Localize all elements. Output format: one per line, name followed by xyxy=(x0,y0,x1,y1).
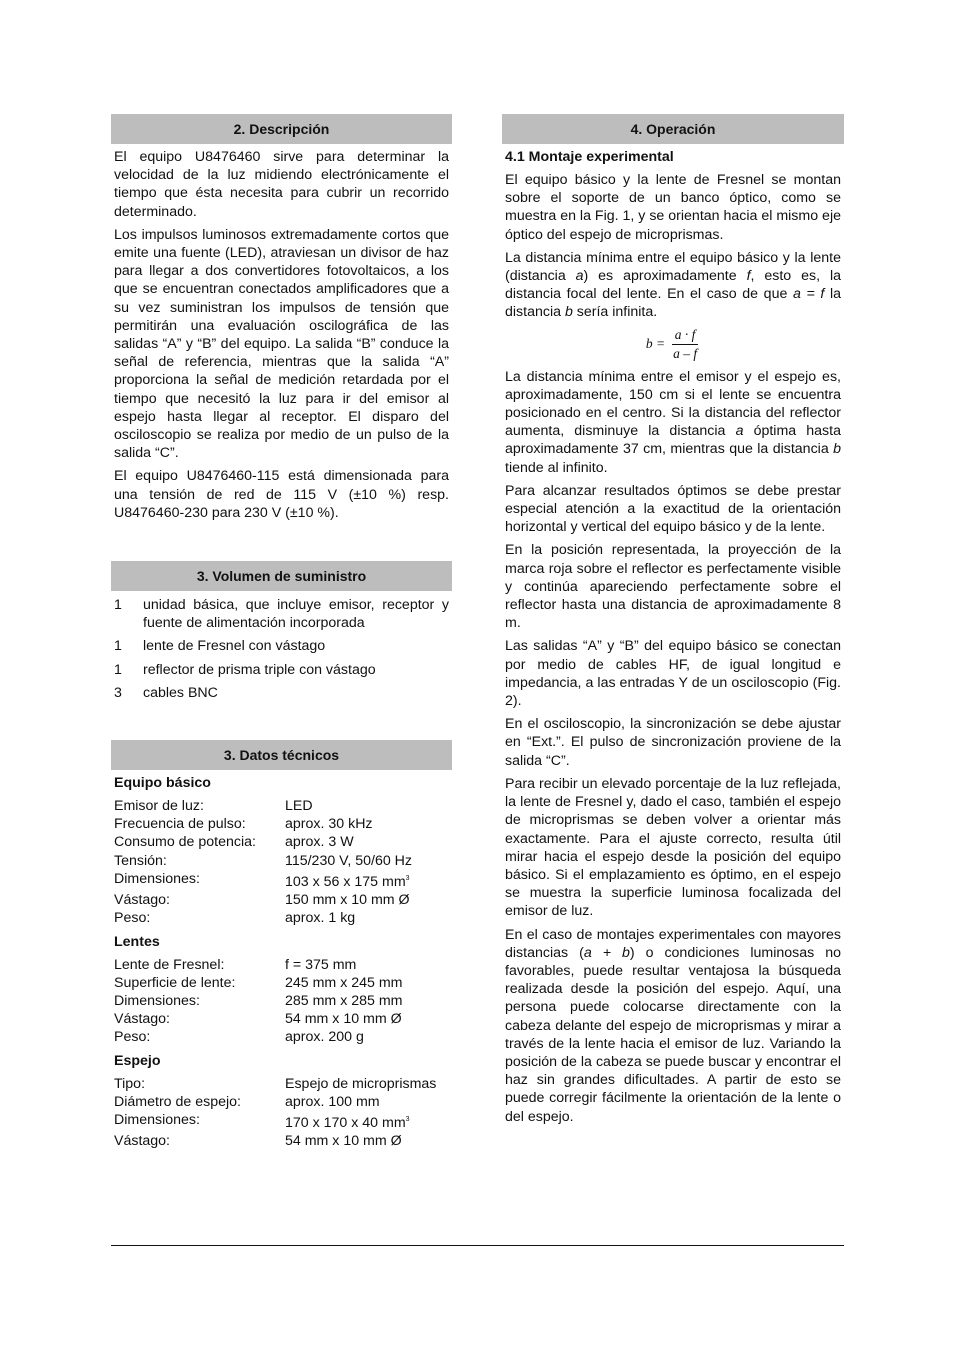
spec-row: Tipo: Espejo de microprismas xyxy=(114,1075,437,1092)
spec-row: Tensión: 115/230 V, 50/60 Hz xyxy=(114,852,412,869)
spec-row: Dimensiones: 103 x 56 x 175 $mm^3$ xyxy=(114,870,410,890)
paragraph: El equipo U8476460-115 está dimensionada para una tensión de red de 115 V (±10 %) resp. U8476460-230 para 230 V (±10 %). xyxy=(114,468,449,521)
section-heading-volumen: 3. Volumen de suministro xyxy=(111,561,452,591)
volumen-body xyxy=(111,596,452,702)
item-text: lente de Fresnel con vástago xyxy=(143,638,326,655)
list-item xyxy=(114,637,449,655)
item-qty: 1 xyxy=(114,597,122,614)
spec-group-title: Equipo básico xyxy=(114,775,211,792)
item-text: reflector de prisma triple con vástago xyxy=(143,661,376,678)
spec-row: Frecuencia de pulso: aprox. 30 kHz xyxy=(114,816,373,833)
formula-fraction xyxy=(670,327,700,362)
item-qty: 3 xyxy=(114,684,122,701)
item-qty: 1 xyxy=(114,661,122,678)
paragraph: La distancia mínima entre el emisor y el espejo es, aproximadamente, 150 cm si el lente se encuentra posicionado en el centro. Si la distancia del reflector aumenta, disminuye la distancia a óptima hasta aproximadamente 37 cm, mientras que la distancia b tiende al infinito. xyxy=(505,368,841,476)
formula-denominator: a – f xyxy=(673,345,698,361)
section-heading-descripcion: 2. Descripción xyxy=(111,114,452,144)
paragraph: Para recibir un elevado porcentaje de la luz reflejada, la lente de Fresnel y, dado el caso, también el espejo de microprismas se deben volver a orientar más exactamente. Para el ajuste correcto, resulta útil mirar hacia el espejo desde la posición del equipo básico. Si el emplazamiento es óptimo, en el espejo se muestra la superficie luminosa focalizada del emisor de luz. xyxy=(505,775,841,920)
formula-lhs: b = xyxy=(645,336,666,352)
paragraph: El equipo básico y la lente de Fresnel se montan sobre el soporte de un banco óptico, como se muestra en la Fig. 1, y se orientan hacia el mismo eje óptico del espejo de microprismas. xyxy=(505,172,841,243)
formula-numerator: a · f xyxy=(672,327,699,345)
list-item xyxy=(114,684,449,702)
spec-group-title: Lentes xyxy=(114,933,160,950)
list-item xyxy=(114,661,449,679)
paragraph: El equipo U8476460 sirve para determinar la velocidad de la luz midiendo electrónicamente el tiempo que ésta necesita para cubrir un recorrido determinado. xyxy=(114,149,449,220)
spec-row: Peso: aprox. 1 kg xyxy=(114,910,356,927)
list-item xyxy=(114,596,449,632)
subsection-heading: 4.1 Montaje experimental xyxy=(505,149,674,165)
spec-row: Superficie de lente: 245 mm x 245 mm xyxy=(114,974,403,991)
supply-list xyxy=(114,596,449,702)
datos-body xyxy=(111,774,452,1150)
spec-row: Diámetro de espejo: aprox. 100 mm xyxy=(114,1093,380,1110)
paragraph: Los impulsos luminosos extremadamente cortos que emite una fuente (LED), atraviesan un divisor de haz para llegar a dos convertidores fotovoltaicos, a los que se encuentran conectados amplificadores que a su vez suministran los impulsos de tensión que permitirán una evaluación oscilográfica de las salidas “A” y “B” del equipo. La salida “B” conduce la señal de referencia, mientras que la salida “A” proporciona la señal de medición retardada por el tiempo que necesitó la luz para ir del emisor al espejo hasta llegar al receptor. El disparo del osciloscopio se realiza por medio de un pulso de la salida “C”. xyxy=(114,226,449,462)
paragraph: En el osciloscopio, la sincronización se debe ajustar en “Ext.”. El pulso de sincronización proviene de la salida “C”. xyxy=(505,716,841,769)
item-text: cables BNC xyxy=(143,684,218,701)
spec-row: Dimensiones: 285 mm x 285 mm xyxy=(114,992,403,1009)
spec-row: Vástago: 150 mm x 10 mm Ø xyxy=(114,892,410,909)
spec-row: Dimensiones: 170 x 170 x 40 $mm^3$ xyxy=(114,1111,410,1131)
spec-group-title: Espejo xyxy=(114,1052,161,1069)
paragraph: En la posición representada, la proyección de la marca roja sobre el reflector es perfectamente visible y continúa apareciendo perfectamente sobre el reflector hasta una distancia de aproximadamente 8 m. xyxy=(505,542,841,632)
paragraph: La distancia mínima entre el equipo básico y la lente (distancia a) es aproximadamente f, esto es, la distancia focal del lente. En el caso de que a = f la distancia b sería infinita. xyxy=(505,249,841,321)
spec-row: Vástago: 54 mm x 10 mm Ø xyxy=(114,1011,402,1028)
left-column xyxy=(111,114,452,1150)
spec-row: Emisor de luz: LED xyxy=(114,798,313,815)
paragraph: Para alcanzar resultados óptimos se debe prestar especial atención a la exactitud de la orientación horizontal y vertical del equipo básico y de la lente. xyxy=(505,482,841,536)
spec-row: Consumo de potencia: aprox. 3 W xyxy=(114,834,354,851)
footer-rule xyxy=(111,1245,844,1246)
spec-row: Peso: aprox. 200 g xyxy=(114,1029,364,1046)
section-heading-datos: 3. Datos técnicos xyxy=(111,740,452,770)
section-heading-operacion: 4. Operación xyxy=(502,114,844,144)
lens-formula xyxy=(505,327,841,362)
descripcion-body xyxy=(111,148,452,522)
paragraph: En el caso de montajes experimentales con mayores distancias (a + b) o condiciones luminosas no favorables, puede resultar ventajosa la búsqueda realizada desde la posición del espejo. Aquí, una persona puede colocarse directamente con la cabeza delante del espejo de microprismas y mirar a través de la lente hacia el emisor de luz. Variando la posición de la cabeza se puede buscar y encontrar el haz sin grandes dificultades. A partir de esto se puede corregir fácilmente la orientación de la lente o del espejo. xyxy=(505,926,841,1125)
operacion-body xyxy=(502,148,844,1126)
right-column xyxy=(502,114,844,1131)
spec-row: Lente de Fresnel: f = 375 mm xyxy=(114,956,357,973)
paragraph: Las salidas “A” y “B” del equipo básico se conectan por medio de cables HF, de igual longitud e impedancia, a las entradas Y de un osciloscopio (Fig. 2). xyxy=(505,638,841,710)
item-qty: 1 xyxy=(114,638,122,655)
spec-row: Vástago: 54 mm x 10 mm Ø xyxy=(114,1133,402,1150)
item-text: unidad básica, que incluye emisor, receptor y fuente de alimentación incorporada xyxy=(143,597,449,632)
